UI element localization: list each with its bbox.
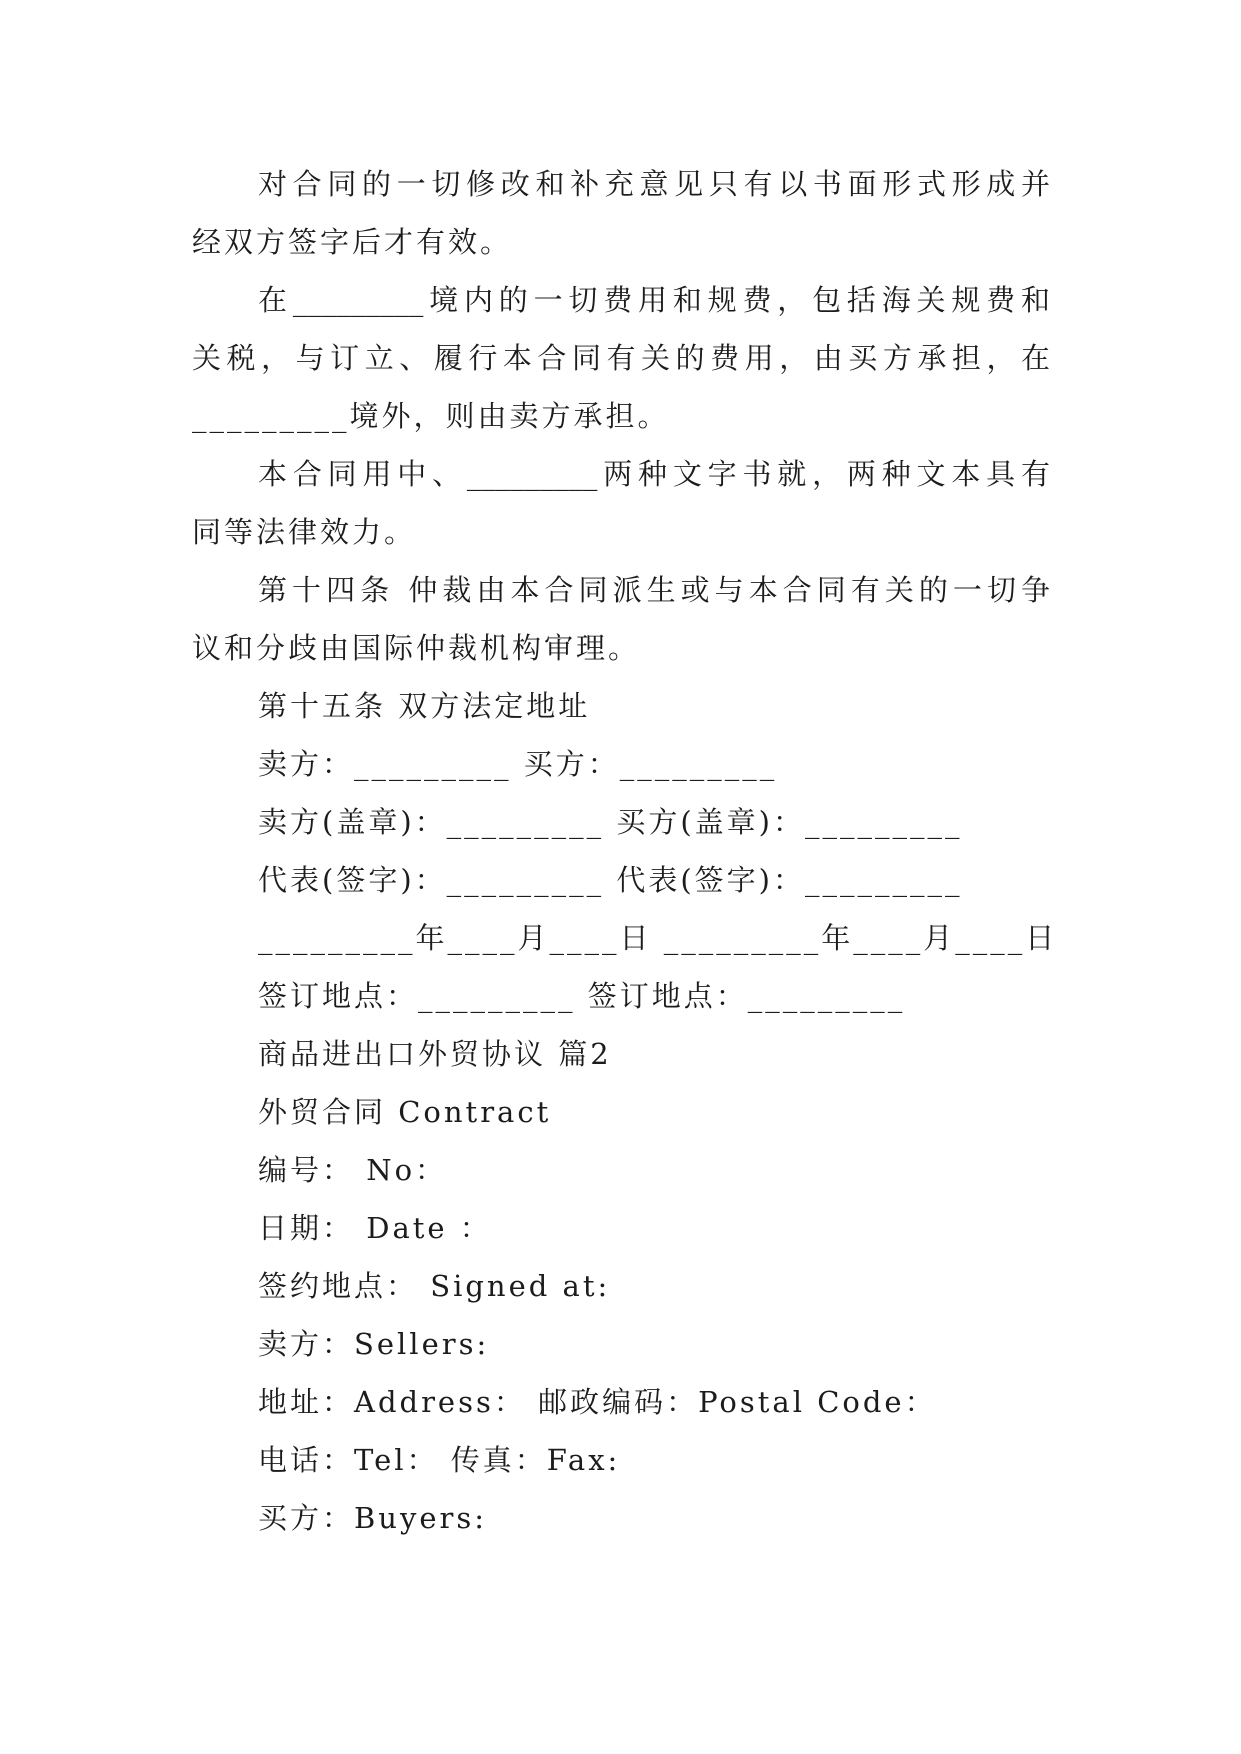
signing-place-line: 签订地点：_________ 签订地点：_________ (258, 979, 906, 1013)
contract-title: 外贸合同 Contract (258, 1095, 552, 1129)
contract-number-line: 编号： No： (258, 1153, 448, 1187)
contract-date-line: 日期： Date ： (258, 1211, 492, 1245)
paragraph-line: 在_________境内的一切费用和规费，包括海关规费和 (258, 283, 1050, 317)
buyers-line: 买方：Buyers: (258, 1501, 488, 1535)
seal-line: 卖方(盖章)：_________ 买方(盖章)：_________ (258, 805, 963, 839)
paragraph-line: 对合同的一切修改和补充意见只有以书面形式形成并 (258, 167, 1050, 201)
article-15-heading: 第十五条 双方法定地址 (258, 689, 591, 723)
paragraph-line: _________境外，则由卖方承担。 (192, 399, 670, 433)
document-body (192, 155, 1058, 1547)
paragraph-line: 经双方签字后才有效。 (192, 225, 513, 259)
sellers-line: 卖方：Sellers: (258, 1327, 490, 1361)
paragraph-line: 本合同用中、_________两种文字书就，两种文本具有 (258, 457, 1050, 491)
article-14-line: 议和分歧由国际仲裁机构审理。 (192, 631, 641, 665)
signed-at-line: 签约地点： Signed at: (258, 1269, 611, 1303)
date-line: _________年____月____日 _________年____月____日 (258, 921, 1058, 955)
section-heading: 商品进出口外贸协议 篇2 (258, 1037, 612, 1071)
seller-buyer-line: 卖方：_________ 买方：_________ (258, 747, 778, 781)
address-line: 地址：Address： 邮政编码：Postal Code： (258, 1385, 937, 1419)
paragraph-line: 同等法律效力。 (192, 515, 417, 549)
signature-line: 代表(签字)：_________ 代表(签字)：_________ (258, 863, 963, 897)
paragraph-line: 关税，与订立、履行本合同有关的费用，由买方承担，在 (192, 341, 1050, 375)
article-14-line: 第十四条 仲裁由本合同派生或与本合同有关的一切争 (258, 573, 1050, 607)
phone-fax-line: 电话：Tel： 传真：Fax: (258, 1443, 621, 1477)
